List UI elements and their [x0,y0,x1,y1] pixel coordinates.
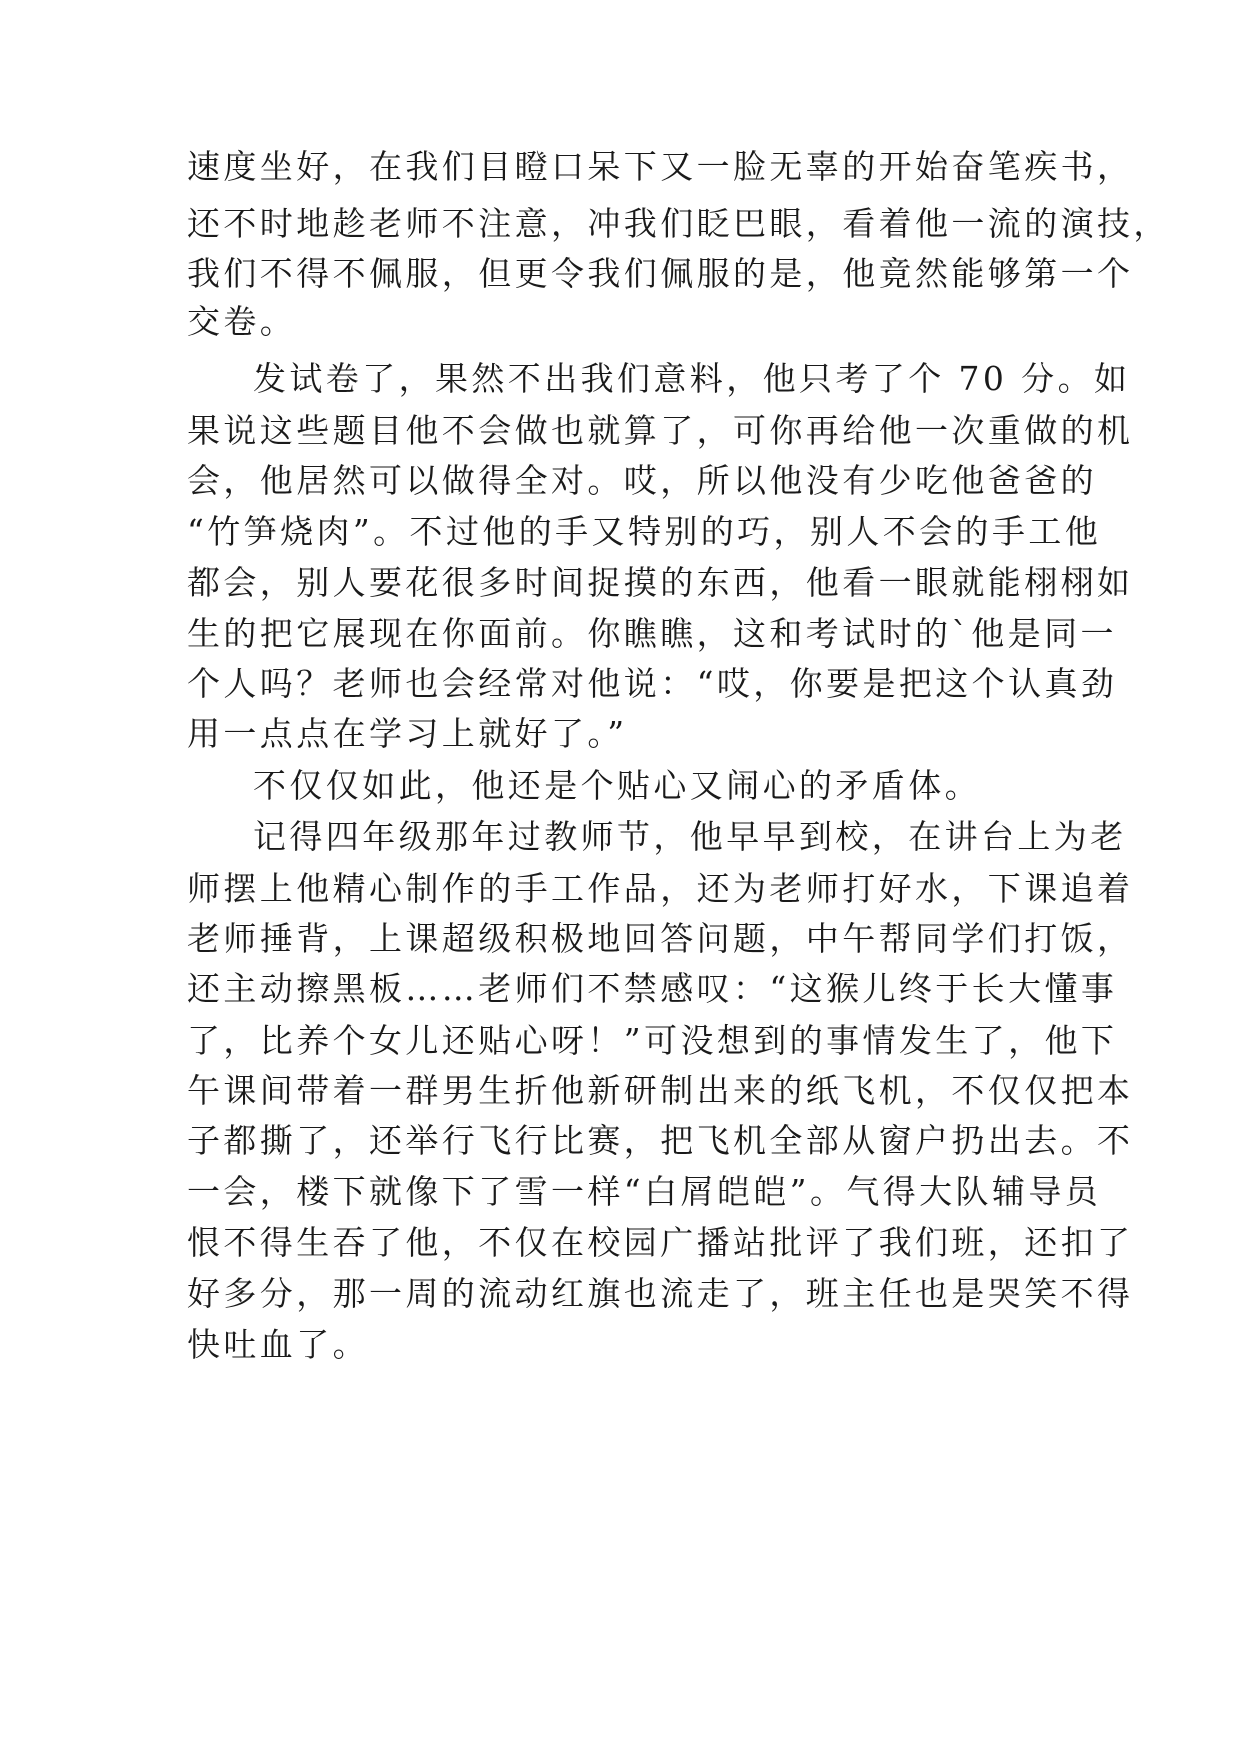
text-line: 了，比养个女儿还贴心呀！”可没想到的事情发生了，他下 [187,1021,1118,1060]
text-line: 生的把它展现在你面前。你瞧瞧，这和考试时的`他是同一 [187,614,1117,653]
text-line: 会，他居然可以做得全对。哎，所以他没有少吃他爸爸的 [187,461,1097,500]
text-line: 老师捶背，上课超级积极地回答问题，中午帮同学们打饭， [187,919,1134,958]
text-line: 个人吗？老师也会经常对他说：“哎，你要是把这个认真劲 [187,664,1118,703]
paragraph-start-line: 发试卷了，果然不出我们意料，他只考了个 70 分。如 [253,359,1131,398]
text-line: 都会，别人要花很多时间捉摸的东西，他看一眼就能栩栩如 [187,563,1134,602]
text-line: 用一点点在学习上就好了。” [187,714,628,753]
text-line: 还主动擦黑板……老师们不禁感叹：“这猴儿终于长大懂事 [187,969,1118,1008]
text-line: 快吐血了。 [187,1325,369,1364]
text-line: 交卷。 [187,302,297,341]
text-line: 果说这些题目他不会做也就算了，可你再给他一次重做的机 [187,411,1134,450]
text-line: 速度坐好，在我们目瞪口呆下又一脸无辜的开始奋笔疾书， [187,147,1134,186]
text-line: 一会，楼下就像下了雪一样“白屑皑皑”。气得大队辅导员 [187,1172,1102,1211]
text-line: 恨不得生吞了他，不仅在校园广播站批评了我们班，还扣了 [187,1223,1134,1262]
text-line: 师摆上他精心制作的手工作品，还为老师打好水，下课追着 [187,869,1134,908]
paragraph-start-line: 记得四年级那年过教师节，他早早到校，在讲台上为老 [253,817,1127,856]
text-line: 还不时地趁老师不注意，冲我们眨巴眼，看着他一流的演技， [187,204,1170,243]
text-line: 好多分，那一周的流动红旗也流走了，班主任也是哭笑不得 [187,1274,1134,1313]
paragraph-start-line: 不仅仅如此，他还是个贴心又闹心的矛盾体。 [253,766,981,805]
text-line: 子都撕了，还举行飞行比赛，把飞机全部从窗户扔出去。不 [187,1121,1134,1160]
text-line: 我们不得不佩服，但更令我们佩服的是，他竟然能够第一个 [187,254,1134,293]
text-line: “竹笋烧肉”。不过他的手又特别的巧，别人不会的手工他 [187,512,1102,551]
text-line: 午课间带着一群男生折他新研制出来的纸飞机，不仅仅把本 [187,1071,1134,1110]
